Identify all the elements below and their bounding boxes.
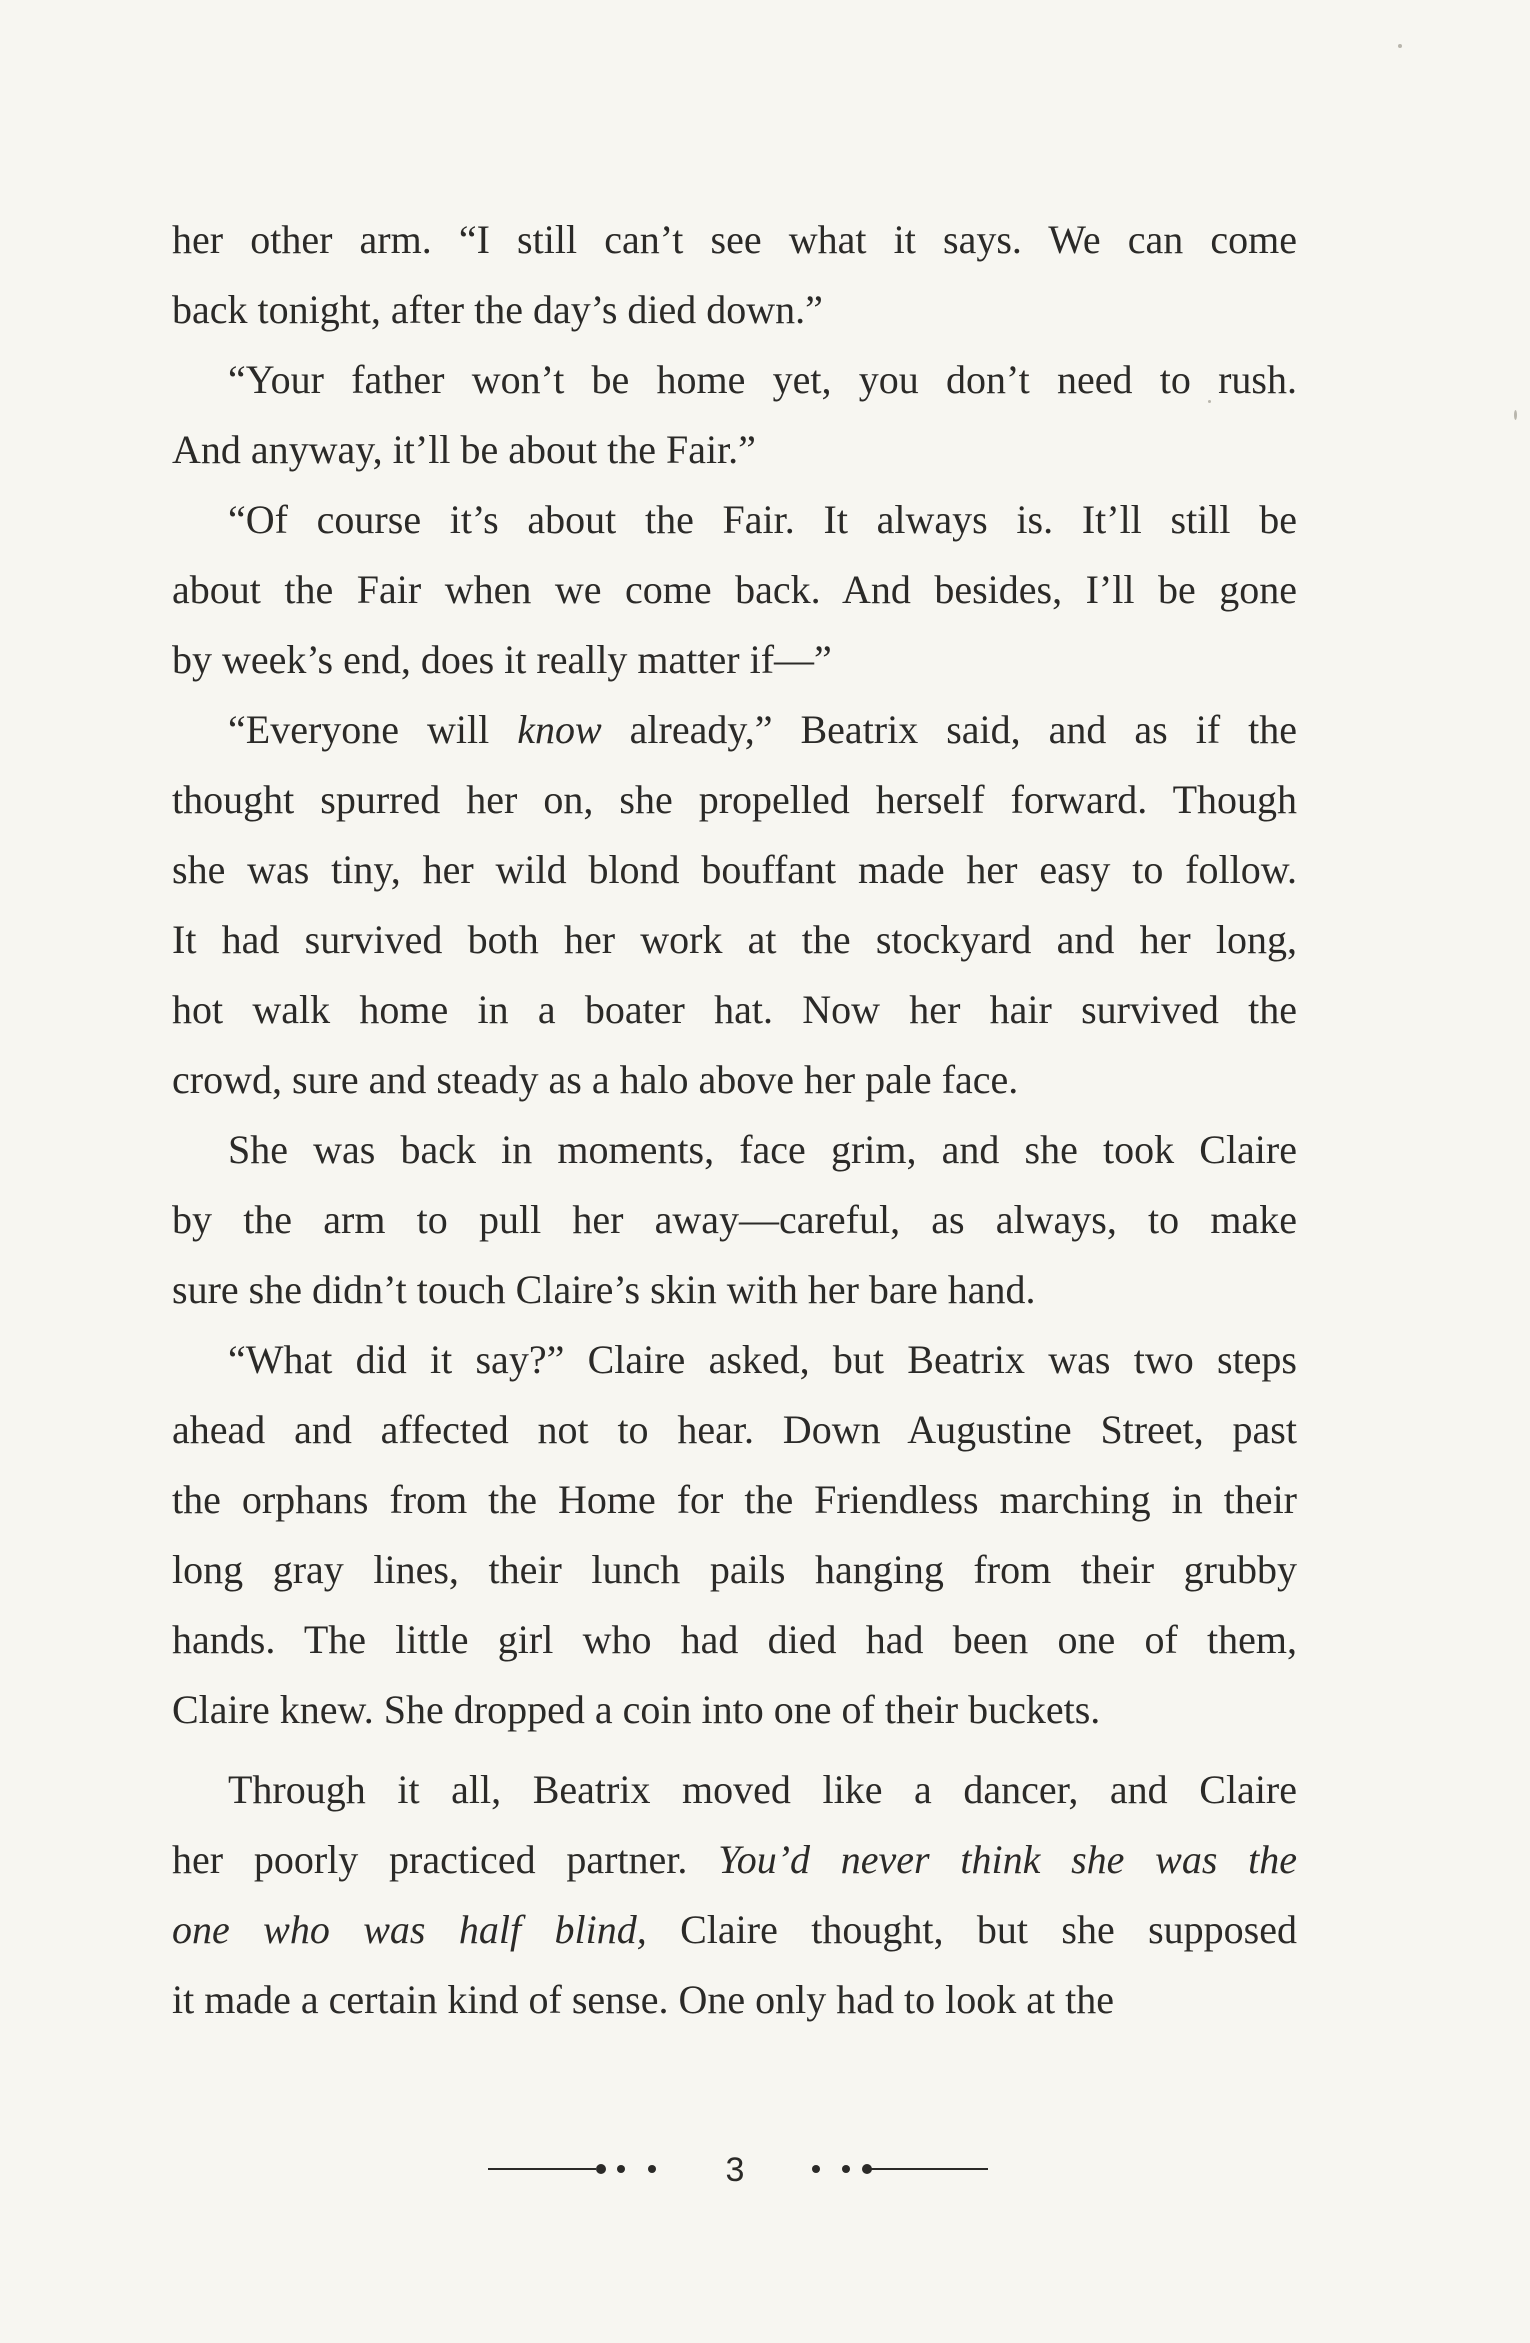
text-run: Claire thought, but she supposed xyxy=(646,1907,1298,1952)
text-run: already,” Beatrix said, and as if the xyxy=(601,707,1297,752)
text-line xyxy=(172,1255,1297,1325)
text-run: “Of course it’s about the Fair. It always is. It’ll still be xyxy=(228,497,1297,542)
text-run: about the Fair when we come back. And besides, I’ll be gone xyxy=(172,567,1297,612)
text-run: her poorly practiced partner. xyxy=(172,1837,719,1882)
footer-ornament-dot xyxy=(842,2165,850,2173)
paper-speck xyxy=(1514,410,1517,420)
footer-ornament-dot xyxy=(596,2164,606,2174)
text-run: the orphans from the Home for the Friendless marching in their xyxy=(172,1477,1297,1522)
text-run: ahead and affected not to hear. Down Augustine Street, past xyxy=(172,1407,1297,1452)
text-run: back tonight, after the day’s died down.” xyxy=(172,287,823,332)
text-run: by week’s end, does it really matter if—” xyxy=(172,637,832,682)
text-line xyxy=(172,555,1297,625)
text-run: She was back in moments, face grim, and she took Claire xyxy=(228,1127,1297,1172)
text-run: Through it all, Beatrix moved like a dancer, and Claire xyxy=(228,1767,1297,1812)
text-line xyxy=(172,695,1297,765)
text-run: “Everyone will xyxy=(228,707,518,752)
text-line xyxy=(172,1395,1297,1465)
text-run: It had survived both her work at the stockyard and her long, xyxy=(172,917,1297,962)
text-run: by the arm to pull her away—careful, as always, to make xyxy=(172,1197,1297,1242)
text-run: hot walk home in a boater hat. Now her hair survived the xyxy=(172,987,1297,1032)
text-line xyxy=(172,415,1297,485)
footer-rule-left xyxy=(488,2168,596,2170)
text-run: “Your father won’t be home yet, you don’t need to rush. xyxy=(228,357,1297,402)
text-line xyxy=(172,345,1297,415)
text-line xyxy=(172,1895,1297,1965)
text-line xyxy=(172,905,1297,975)
body-text xyxy=(172,205,1297,2035)
footer-rule-right xyxy=(870,2168,988,2170)
text-run: thought spurred her on, she propelled herself forward. Though xyxy=(172,777,1297,822)
italic-text-run: know xyxy=(517,707,602,752)
text-line xyxy=(172,1825,1297,1895)
paragraph-spacer xyxy=(172,1745,1297,1755)
text-line xyxy=(172,1605,1297,1675)
text-run: crowd, sure and steady as a halo above her pale face. xyxy=(172,1057,1019,1102)
text-line xyxy=(172,275,1297,345)
text-line xyxy=(172,765,1297,835)
text-run: sure she didn’t touch Claire’s skin with her bare hand. xyxy=(172,1267,1036,1312)
footer-ornament-dot xyxy=(812,2165,820,2173)
footer-ornament-dot xyxy=(648,2165,656,2173)
text-line xyxy=(172,1965,1297,2035)
text-run: long gray lines, their lunch pails hanging from their grubby xyxy=(172,1547,1297,1592)
italic-text-run: You’d never think she was the xyxy=(718,1837,1298,1882)
text-line xyxy=(172,1325,1297,1395)
page-number: 3 xyxy=(725,2151,745,2189)
footer-ornament-dot xyxy=(617,2165,625,2173)
text-run: she was tiny, her wild blond bouffant made her easy to follow. xyxy=(172,847,1297,892)
text-line xyxy=(172,835,1297,905)
text-run: And anyway, it’ll be about the Fair.” xyxy=(172,427,756,472)
text-line xyxy=(172,1675,1297,1745)
text-line xyxy=(172,1115,1297,1185)
text-line xyxy=(172,625,1297,695)
text-run: it made a certain kind of sense. One only had to look at the xyxy=(172,1977,1114,2022)
text-run: her other arm. “I still can’t see what it says. We can come xyxy=(172,217,1297,262)
text-line xyxy=(172,975,1297,1045)
italic-text-run: one who was half blind, xyxy=(172,1907,647,1952)
text-run: Claire knew. She dropped a coin into one of their buckets. xyxy=(172,1687,1101,1732)
text-run: hands. The little girl who had died had been one of them, xyxy=(172,1617,1297,1662)
text-line xyxy=(172,1535,1297,1605)
text-line xyxy=(172,485,1297,555)
text-line xyxy=(172,205,1297,275)
text-line xyxy=(172,1465,1297,1535)
paper-speck xyxy=(1398,44,1402,48)
page-footer xyxy=(0,2145,1530,2195)
text-run: “What did it say?” Claire asked, but Beatrix was two steps xyxy=(228,1337,1297,1382)
text-line xyxy=(172,1185,1297,1255)
text-line xyxy=(172,1045,1297,1115)
text-line xyxy=(172,1755,1297,1825)
